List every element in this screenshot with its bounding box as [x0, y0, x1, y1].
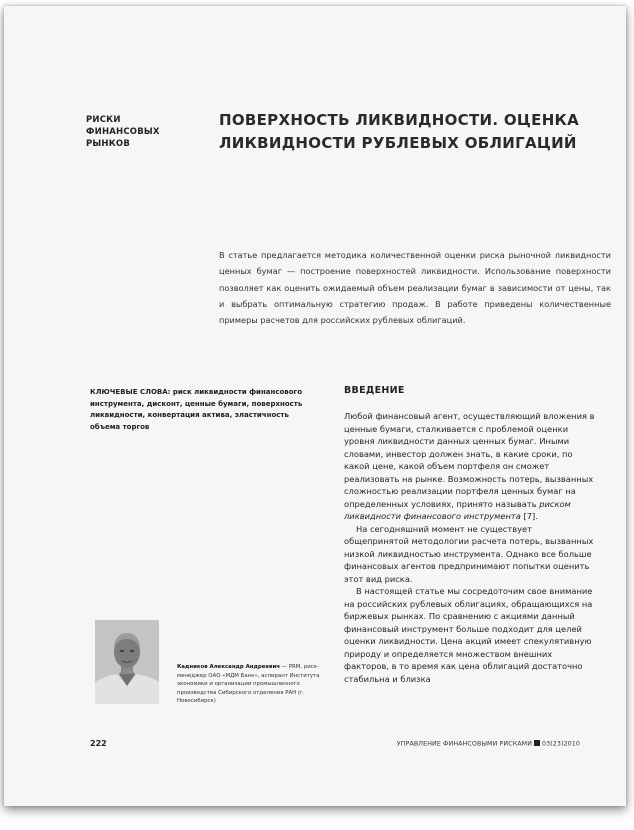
section-label-line: РИСКИ ФИНАНСОВЫХ: [86, 115, 160, 137]
author-details: — PRM, риск-менеджер ОАО «МДМ Банк», аспирант Института экономики и организации промышленного производства Сибирского отделения РАН (г. Новосибирск): [177, 664, 320, 705]
paragraph-1: [344, 410, 596, 523]
article-title: [219, 109, 609, 155]
journal-issue: 03(23)2010: [542, 740, 580, 748]
page-number: 222: [90, 739, 107, 748]
emphasis-term: риском ликвидности финансового инструмента: [344, 498, 571, 521]
author-bio: [177, 663, 329, 706]
paragraph-1-text: Любой финансовый агент, осуществляющий вложения в ценные бумаги, сталкивается с проблемой оценки уровня ликвидности данных ценных бумаг. Иными словами, инвестор должен знать, в какие сроки, по какой цене, какой объем портфеля он сможет реализовать на рынке. Возможность потерь, вызванных сложностью реализации портфеля ценных бумаг на определенных условиях, принято называть: [344, 411, 595, 509]
title-line: ЛИКВИДНОСТИ РУБЛЕВЫХ ОБЛИГАЦИЙ: [219, 134, 577, 152]
paragraph-2: На сегодняшний момент не существует общепринятой методологии расчета потерь, вызванных низкой ликвидностью инструмента. Однако все больше финансовых агентов предпринимают попытки оценить этот вид риска.: [344, 523, 594, 584]
author-photo: [95, 620, 159, 704]
section-label: [86, 114, 196, 150]
body-text-column: [344, 410, 596, 685]
keywords: КЛЮЧЕВЫЕ СЛОВА: риск ликвидности финансового инструмента, дисконт, ценные бумаги, поверхность ликвидности, конвертация актива, эластичность объема торгов: [90, 388, 303, 431]
magazine-page: [4, 6, 626, 806]
author-portrait-image: [95, 620, 159, 704]
author-name: Кадников Александр Андреевич: [177, 664, 280, 670]
section-heading-introduction: ВВЕДЕНИЕ: [344, 385, 405, 396]
title-line: ПОВЕРХНОСТЬ ЛИКВИДНОСТИ. ОЦЕНКА: [219, 111, 580, 129]
journal-name: УПРАВЛЕНИЕ ФИНАНСОВЫМИ РИСКАМИ: [396, 740, 533, 748]
citation: [7].: [520, 511, 538, 521]
section-label-line: РЫНКОВ: [86, 139, 131, 149]
abstract: В статье предлагается методика количественной оценки риска рыночной ликвидности ценных бумаг — построение поверхностей ликвидности. Использование поверхности позволяет как оценить ожидаемый объем реализации бумаг в зависимости от цены, так и выбрать оптимальную стратегию продаж. В работе приведены количественные примеры расчетов для российских рублевых облигаций.: [219, 250, 611, 326]
journal-footer: [397, 740, 580, 748]
square-bullet-icon: [534, 740, 540, 746]
paragraph-3: В настоящей статье мы сосредоточим свое внимание на российских рублевых облигациях, обращающихся на биржевых рынках. По сравнению с акциями данный финансовый инструмент больше подходит для целей оценки ликвидности. Цена акций имеет спекулятивную природу и определяется множеством внешних факторов, в то время как цена облигаций достаточно стабильна и близка: [344, 586, 593, 684]
